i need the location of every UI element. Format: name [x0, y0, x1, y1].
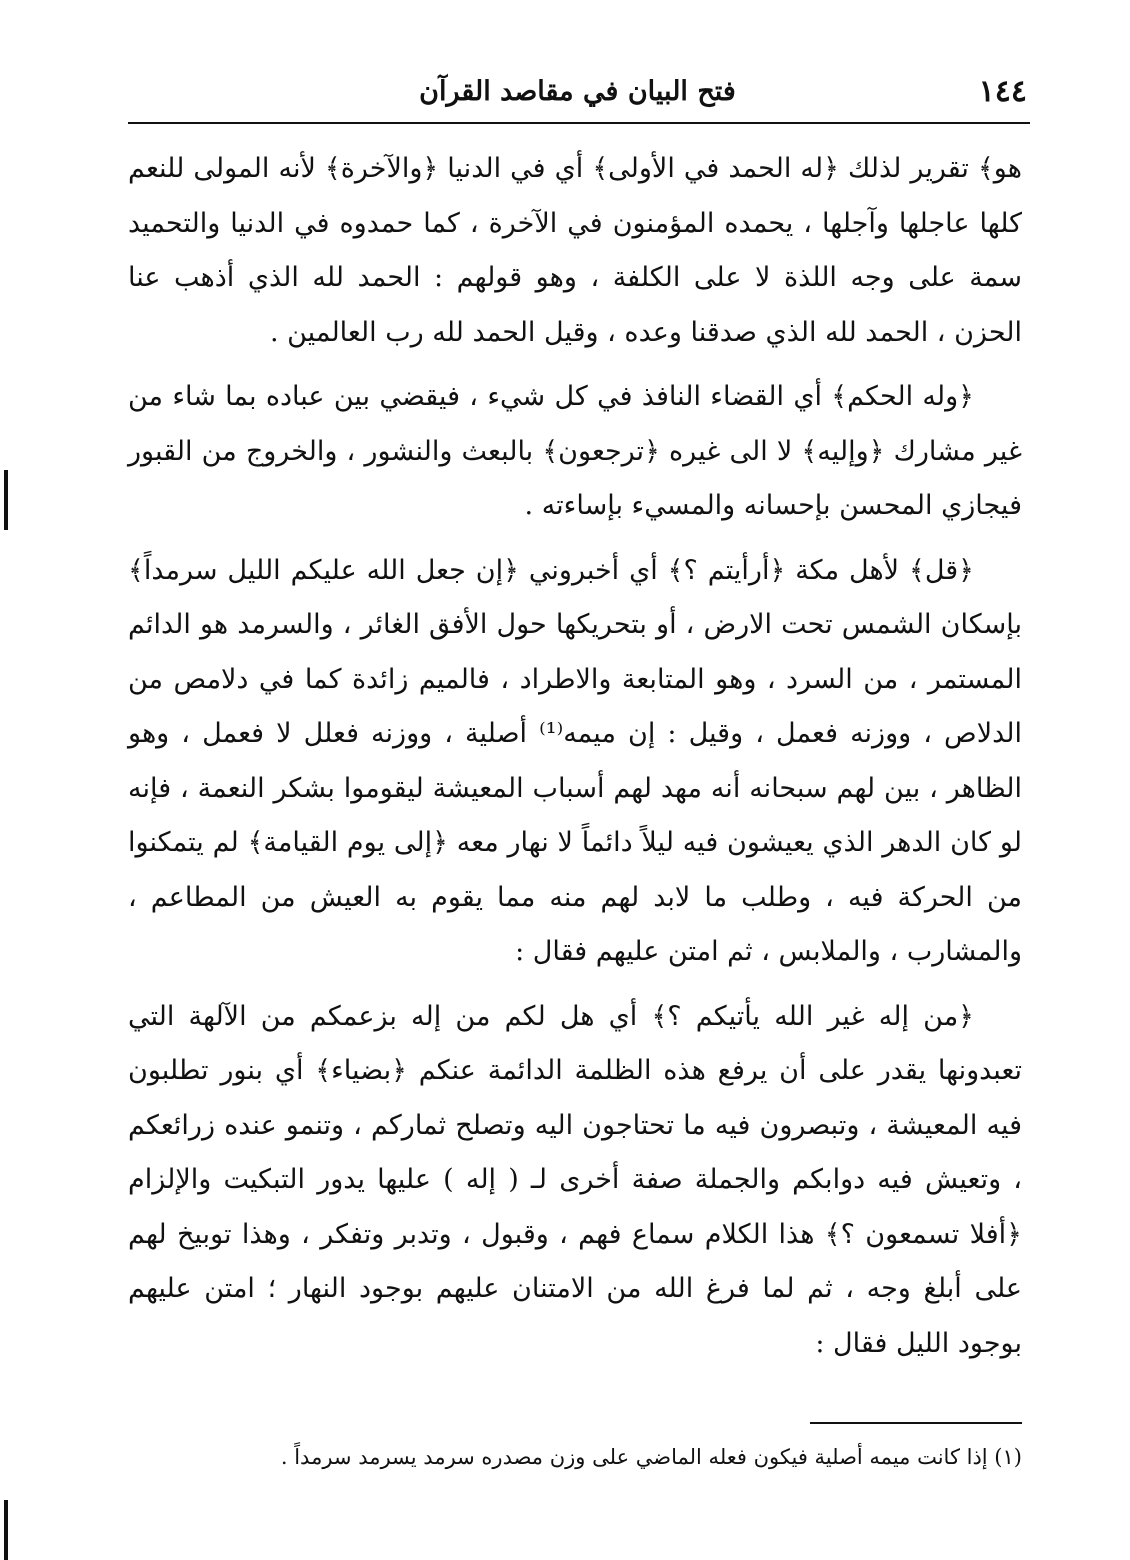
running-title: فتح البيان في مقاصد القرآن [419, 76, 736, 107]
paragraph-4: ﴿من إله غير الله يأتيكم ؟﴾ أي هل لكم من إله بزعمكم من الآلهة التي تعبدونها يقدر على أن يرفع هذه الظلمة الدائمة عنكم ﴿بضياء﴾ أي بنور تطلبون فيه المعيشة ، وتبصرون فيه ما تحتاجون اليه وتصلح ثماركم ، وتنمو عنده زرائعكم ، وتعيش فيه دوابكم والجملة صفة أخرى لـ ( إله ) عليها يدور التبكيت والإلزام ﴿أفلا تسمعون ؟﴾ هذا الكلام سماع فهم ، وقبول ، وتدبر وتفكر ، وهذا توبيخ لهم على أبلغ وجه ، ثم لما فرغ الله من الامتنان عليهم بوجود النهار ؛ امتن عليهم بوجود الليل فقال : [128, 1000, 1022, 1359]
scan-margin-mark-lower [4, 1500, 8, 1560]
footnote-rule [810, 1422, 1022, 1424]
page-number: ١٤٤ [978, 74, 1027, 109]
page-header [128, 68, 1027, 120]
scan-margin-mark-upper [4, 470, 8, 530]
body-text [128, 142, 1022, 1381]
footnote: (١) إذا كانت ميمه أصلية فيكون فعله الماضي على وزن مصدره سرمد يسرمد سرمداً . [280, 1445, 1022, 1469]
paragraph-2: ﴿وله الحكم﴾ أي القضاء النافذ في كل شيء ، فيقضي بين عباده بما شاء من غير مشارك ﴿وإليه﴾ لا الى غيره ﴿ترجعون﴾ بالبعث والنشور ، والخروج من القبور فيجازي المحسن بإحسانه والمسيء بإساءته . [128, 381, 1022, 521]
paragraph-1: هو﴾ تقرير لذلك ﴿له الحمد في الأولى﴾ أي في الدنيا ﴿والآخرة﴾ لأنه المولى للنعم كلها عاجلها وآجلها ، يحمده المؤمنون في الآخرة ، كما حمدوه في الدنيا والتحميد سمة على وجه اللذة لا على الكلفة ، وهو قولهم : الحمد لله الذي أذهب عنا الحزن ، الحمد لله الذي صدقنا وعده ، وقيل الحمد لله رب العالمين . [128, 153, 1022, 348]
header-rule [128, 122, 1030, 124]
paragraph-3: ﴿قل﴾ لأهل مكة ﴿أرأيتم ؟﴾ أي أخبروني ﴿إن جعل الله عليكم الليل سرمداً﴾ بإسكان الشمس تحت الارض ، أو بتحريكها حول الأفق الغائر ، والسرمد هو الدائم المستمر ، من السرد ، وهو المتابعة والاطراد ، فالميم زائدة كما في دلامص من الدلاص ، ووزنه فعمل ، وقيل : إن ميمه⁽¹⁾ أصلية ، ووزنه فعلل لا فعمل ، وهو الظاهر ، بين لهم سبحانه أنه مهد لهم أسباب المعيشة ليقوموا بشكر النعمة ، فإنه لو كان الدهر الذي يعيشون فيه ليلاً دائماً لا نهار معه ﴿إلى يوم القيامة﴾ لم يتمكنوا من الحركة فيه ، وطلب ما لابد لهم منه مما يقوم به العيش من المطاعم ، والمشارب ، والملابس ، ثم امتن عليهم فقال : [128, 554, 1022, 967]
